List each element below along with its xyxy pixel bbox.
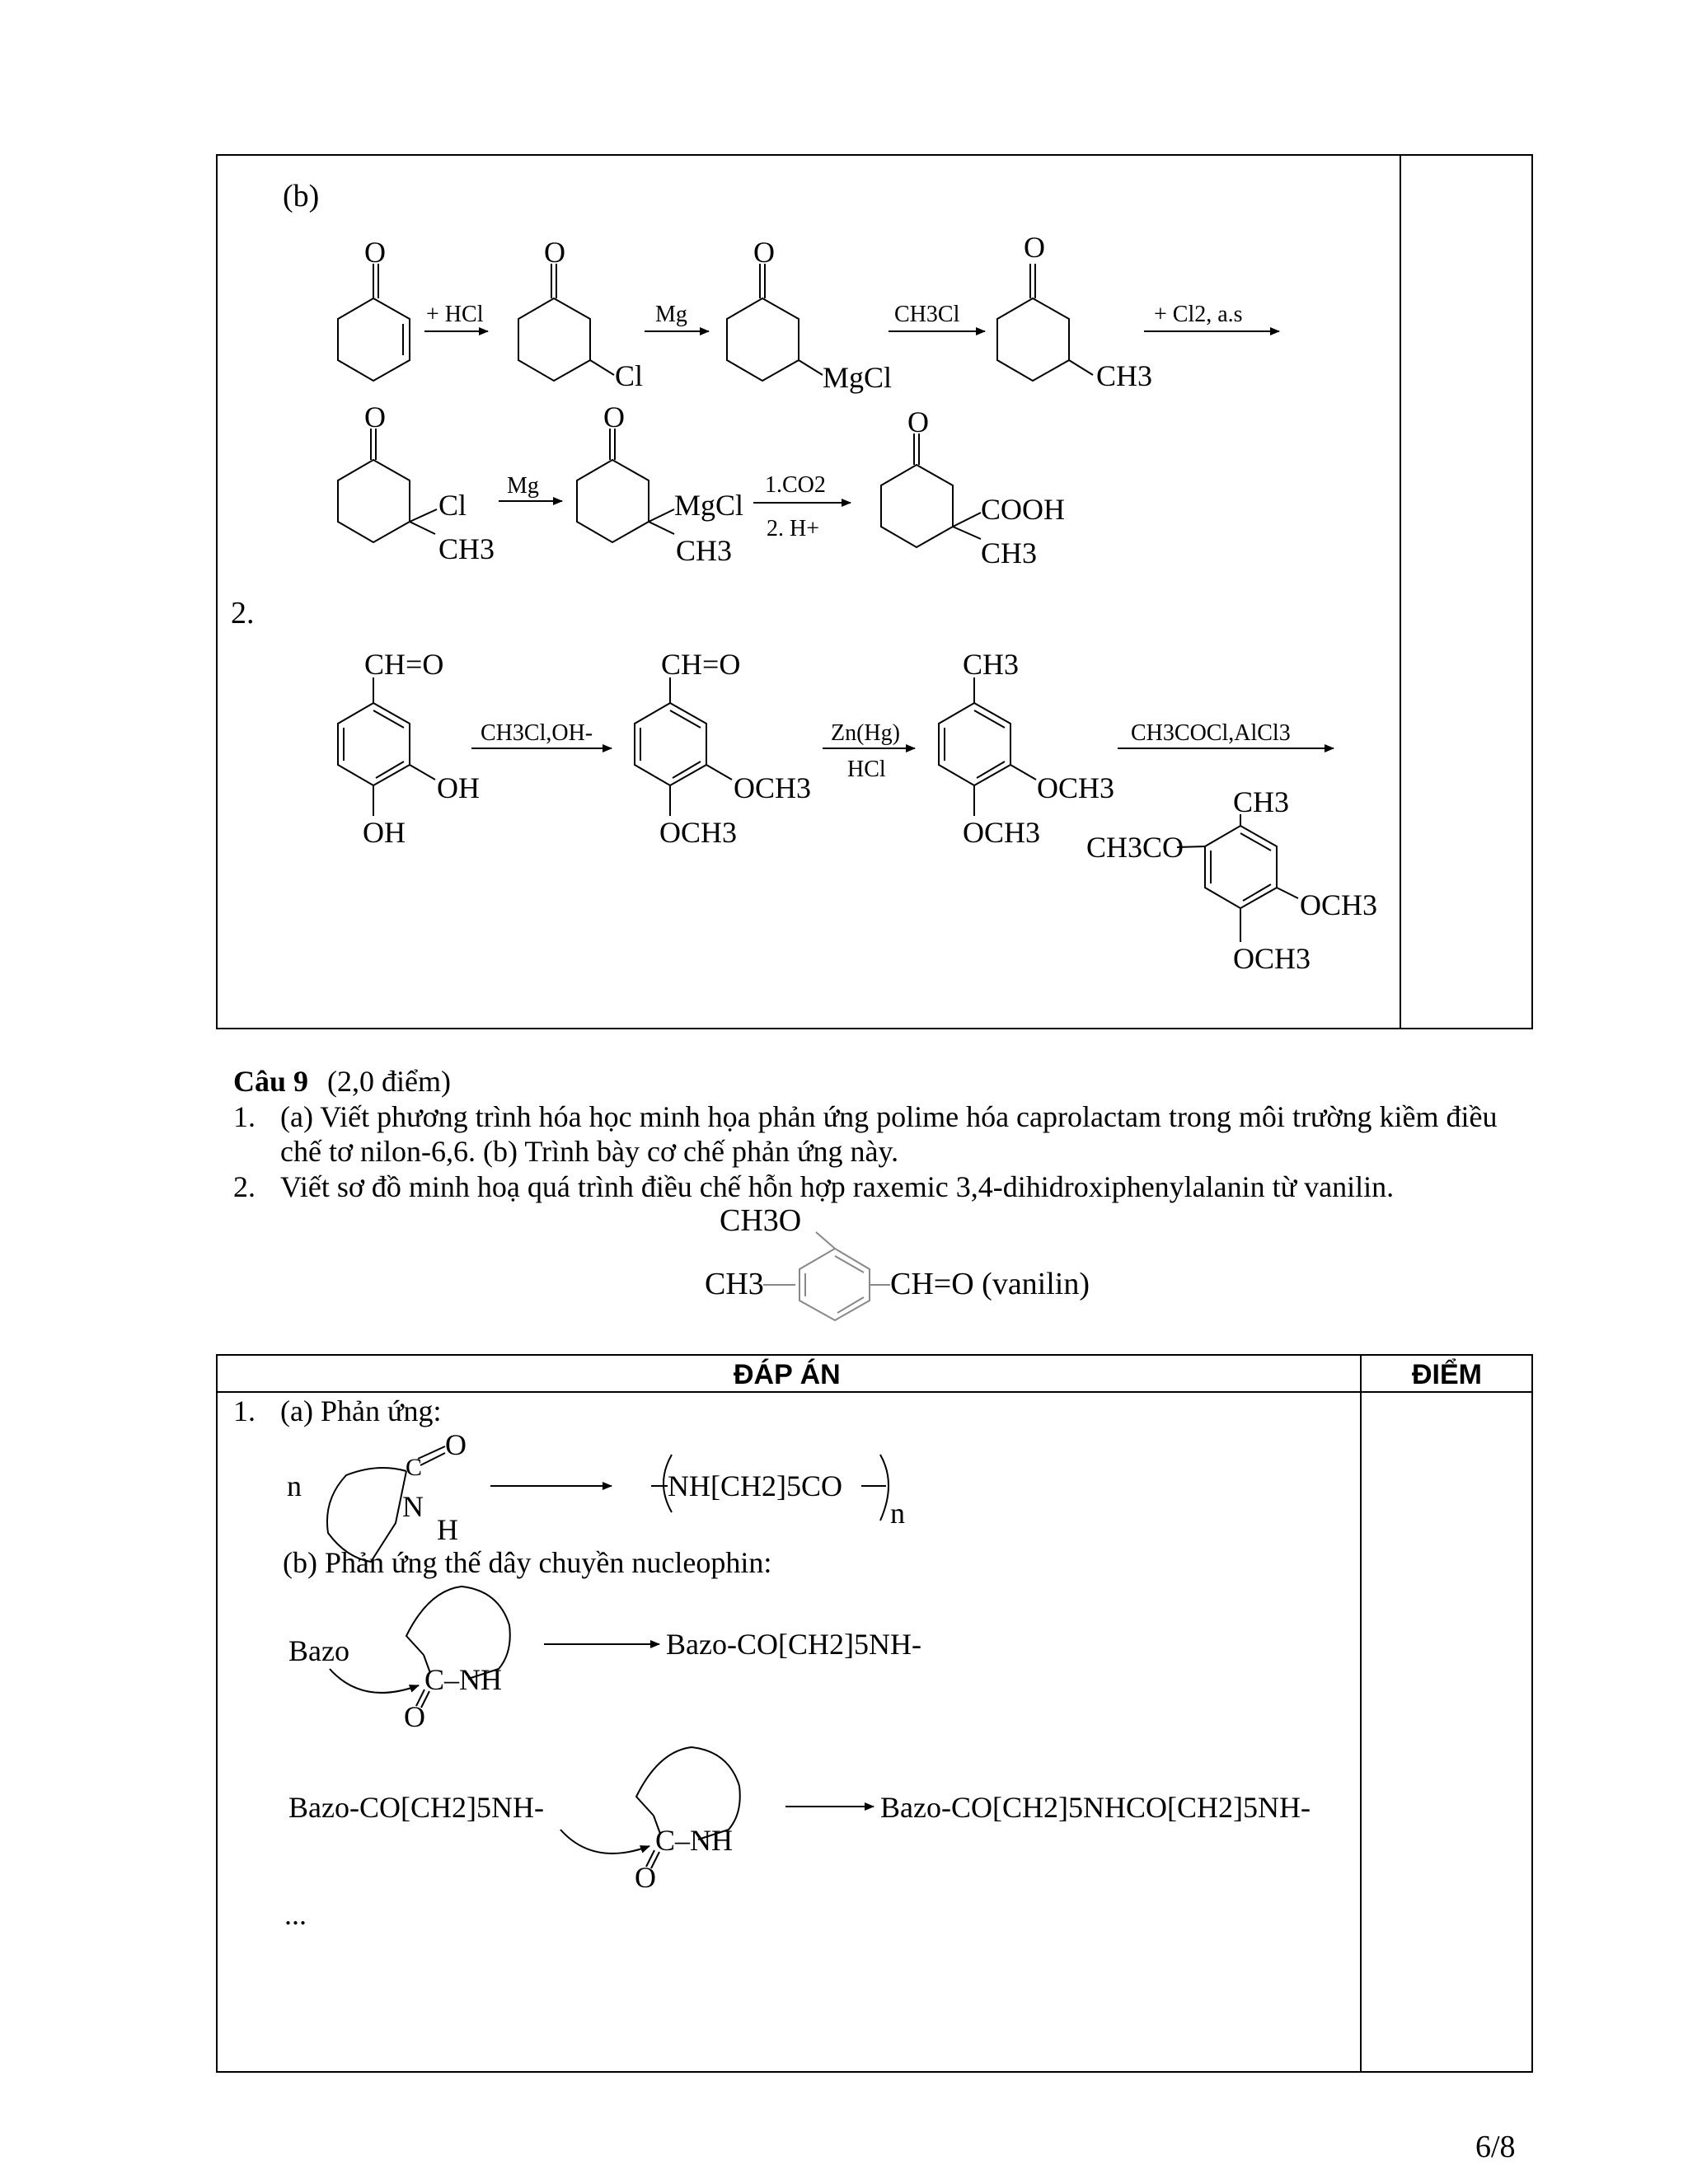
question-item-1-line-2: chế tơ nilon-6,6. (b) Trình bày cơ chế phản ứng này. [280, 1135, 899, 1168]
vanilin-methyl: CH3 [705, 1267, 764, 1301]
dimethoxytoluene-structure [939, 677, 1036, 816]
question-item-1-line-1: (a) Viết phương trình hóa học minh họa phản ứng polime hóa caprolactam trong môi trường kiềm điều [280, 1100, 1498, 1133]
eq1-subscript-n: n [890, 1497, 905, 1530]
arrow-2-label: Mg [655, 302, 687, 327]
p2-oxygen: O [753, 236, 775, 269]
cyclohexenone-structure [338, 264, 410, 381]
p5-oxygen: O [603, 401, 625, 434]
answer-table-header-points: ĐIỂM [1412, 1359, 1482, 1390]
v4-methyl: CH3 [1233, 785, 1290, 818]
answer-item-1-a: (a) Phản ứng: [280, 1394, 442, 1427]
p6-substituent-1: COOH [981, 493, 1066, 526]
vanilin-aldehyde: CH=O (vanilin) [890, 1267, 1090, 1301]
p5-substituent-2: CH3 [676, 534, 733, 567]
mech1-product: Bazo-CO[CH2]5NH- [666, 1628, 921, 1661]
mech2-reactant: Bazo-CO[CH2]5NH- [288, 1791, 544, 1824]
dimethoxybenzaldehyde-structure [635, 677, 732, 816]
answer-table-header-divider [217, 1391, 1532, 1393]
p3-oxygen: O [1024, 231, 1045, 264]
arrow-6-label-bottom: 2. H+ [767, 516, 820, 541]
r1-oxygen: O [364, 236, 386, 269]
p6-substituent-2: CH3 [981, 537, 1038, 569]
p4-oxygen: O [364, 401, 386, 434]
methylcyclohexanone-structure [997, 264, 1093, 381]
eq1-polymer: NH[CH2]5CO [668, 1469, 842, 1502]
v2-aldehyde: CH=O [661, 648, 741, 681]
v1-aldehyde: CH=O [364, 648, 444, 681]
arrow-3-label: CH3Cl [894, 302, 960, 327]
mech1-group: C–NH [424, 1663, 503, 1696]
v2-methoxy-3: OCH3 [734, 771, 812, 804]
chlorocyclohexanone-structure [518, 264, 614, 381]
v2-methoxy-4: OCH3 [659, 816, 738, 849]
v4-methoxy-a: OCH3 [1300, 888, 1378, 921]
arrow-6-label-top: 1.CO2 [765, 472, 826, 498]
page-number: 6/8 [1475, 2130, 1516, 2164]
p1-oxygen: O [544, 236, 565, 269]
mech1-oxygen: O [404, 1700, 425, 1733]
answer-item-1-number: 1. [233, 1394, 256, 1427]
p1-substituent: Cl [615, 359, 644, 392]
v4-methoxy-b: OCH3 [1233, 942, 1311, 975]
mech1-base: Bazo [288, 1634, 349, 1667]
arrow-5-label: Mg [507, 473, 539, 499]
question-number: Câu 9 [233, 1065, 309, 1098]
eq1-lactam-nitrogen: N [402, 1490, 424, 1523]
p2-substituent: MgCl [823, 361, 893, 394]
question-item-2-number: 2. [233, 1170, 256, 1203]
answer-table [216, 1354, 1533, 2073]
v3-methoxy-4: OCH3 [963, 816, 1041, 849]
answer-table-header-answer: ĐÁP ÁN [734, 1359, 841, 1390]
acetyl-dimethoxytoluene-structure [1177, 814, 1298, 942]
magnesium-chloride-ketone-structure [727, 264, 823, 381]
ellipsis: ... [284, 1898, 307, 1931]
p6-oxygen: O [907, 405, 929, 438]
question-points: (2,0 điểm) [327, 1065, 451, 1098]
eq1-lactam-carbon: C [406, 1454, 423, 1481]
question-item-1-number: 1. [233, 1100, 256, 1133]
v3-methyl: CH3 [963, 648, 1020, 681]
question-item-2-line-1: Viết sơ đồ minh hoạ quá trình điều chế hỗn hợp raxemic 3,4-dihidroxiphenylalanin từ vanilin. [280, 1170, 1395, 1203]
eq1-lactam-hydrogen: H [437, 1513, 458, 1546]
part-2-label: 2. [231, 596, 255, 630]
p4-substituent-2: CH3 [438, 532, 495, 565]
vanilin-structure [763, 1232, 890, 1320]
arrow-8-label-bottom: HCl [847, 757, 886, 782]
part-b-label: (b) [283, 179, 320, 213]
eq1-lactam-oxygen: O [445, 1428, 467, 1461]
p5-substituent-1: MgCl [674, 489, 744, 522]
answer-item-1-b: (b) Phản ứng thế dây chuyền nucleophin: [283, 1546, 772, 1579]
v1-hydroxy-3: OH [437, 771, 480, 804]
v1-hydroxy-4: OH [363, 816, 406, 849]
arrow-4-label: + Cl2, a.s [1154, 302, 1243, 327]
chloro-methyl-cyclohexanone-structure [338, 429, 437, 542]
arrow-9-label: CH3COCl,AlCl3 [1131, 720, 1291, 746]
answer-table-column-divider [1360, 1355, 1362, 2072]
arrow-1-label: + HCl [426, 302, 484, 327]
vanilin-methoxy: CH3O [720, 1203, 802, 1238]
question-title [233, 1065, 451, 1098]
keto-acid-structure [881, 434, 981, 547]
arrow-7-label: CH3Cl,OH- [481, 720, 593, 746]
grignard-methyl-cyclohexanone-structure [577, 429, 674, 542]
mech2-product: Bazo-CO[CH2]5NHCO[CH2]5NH- [880, 1791, 1311, 1824]
mech2-oxygen: O [635, 1861, 656, 1894]
v3-methoxy-3: OCH3 [1037, 771, 1115, 804]
arrow-8-label-top: Zn(Hg) [831, 720, 900, 746]
dihydroxybenzaldehyde-structure [338, 677, 435, 816]
mech2-group: C–NH [655, 1824, 734, 1857]
eq1-n: n [287, 1469, 302, 1502]
v4-acetyl: CH3CO [1086, 831, 1184, 864]
p3-substituent: CH3 [1096, 359, 1153, 392]
p4-substituent-1: Cl [438, 489, 467, 522]
